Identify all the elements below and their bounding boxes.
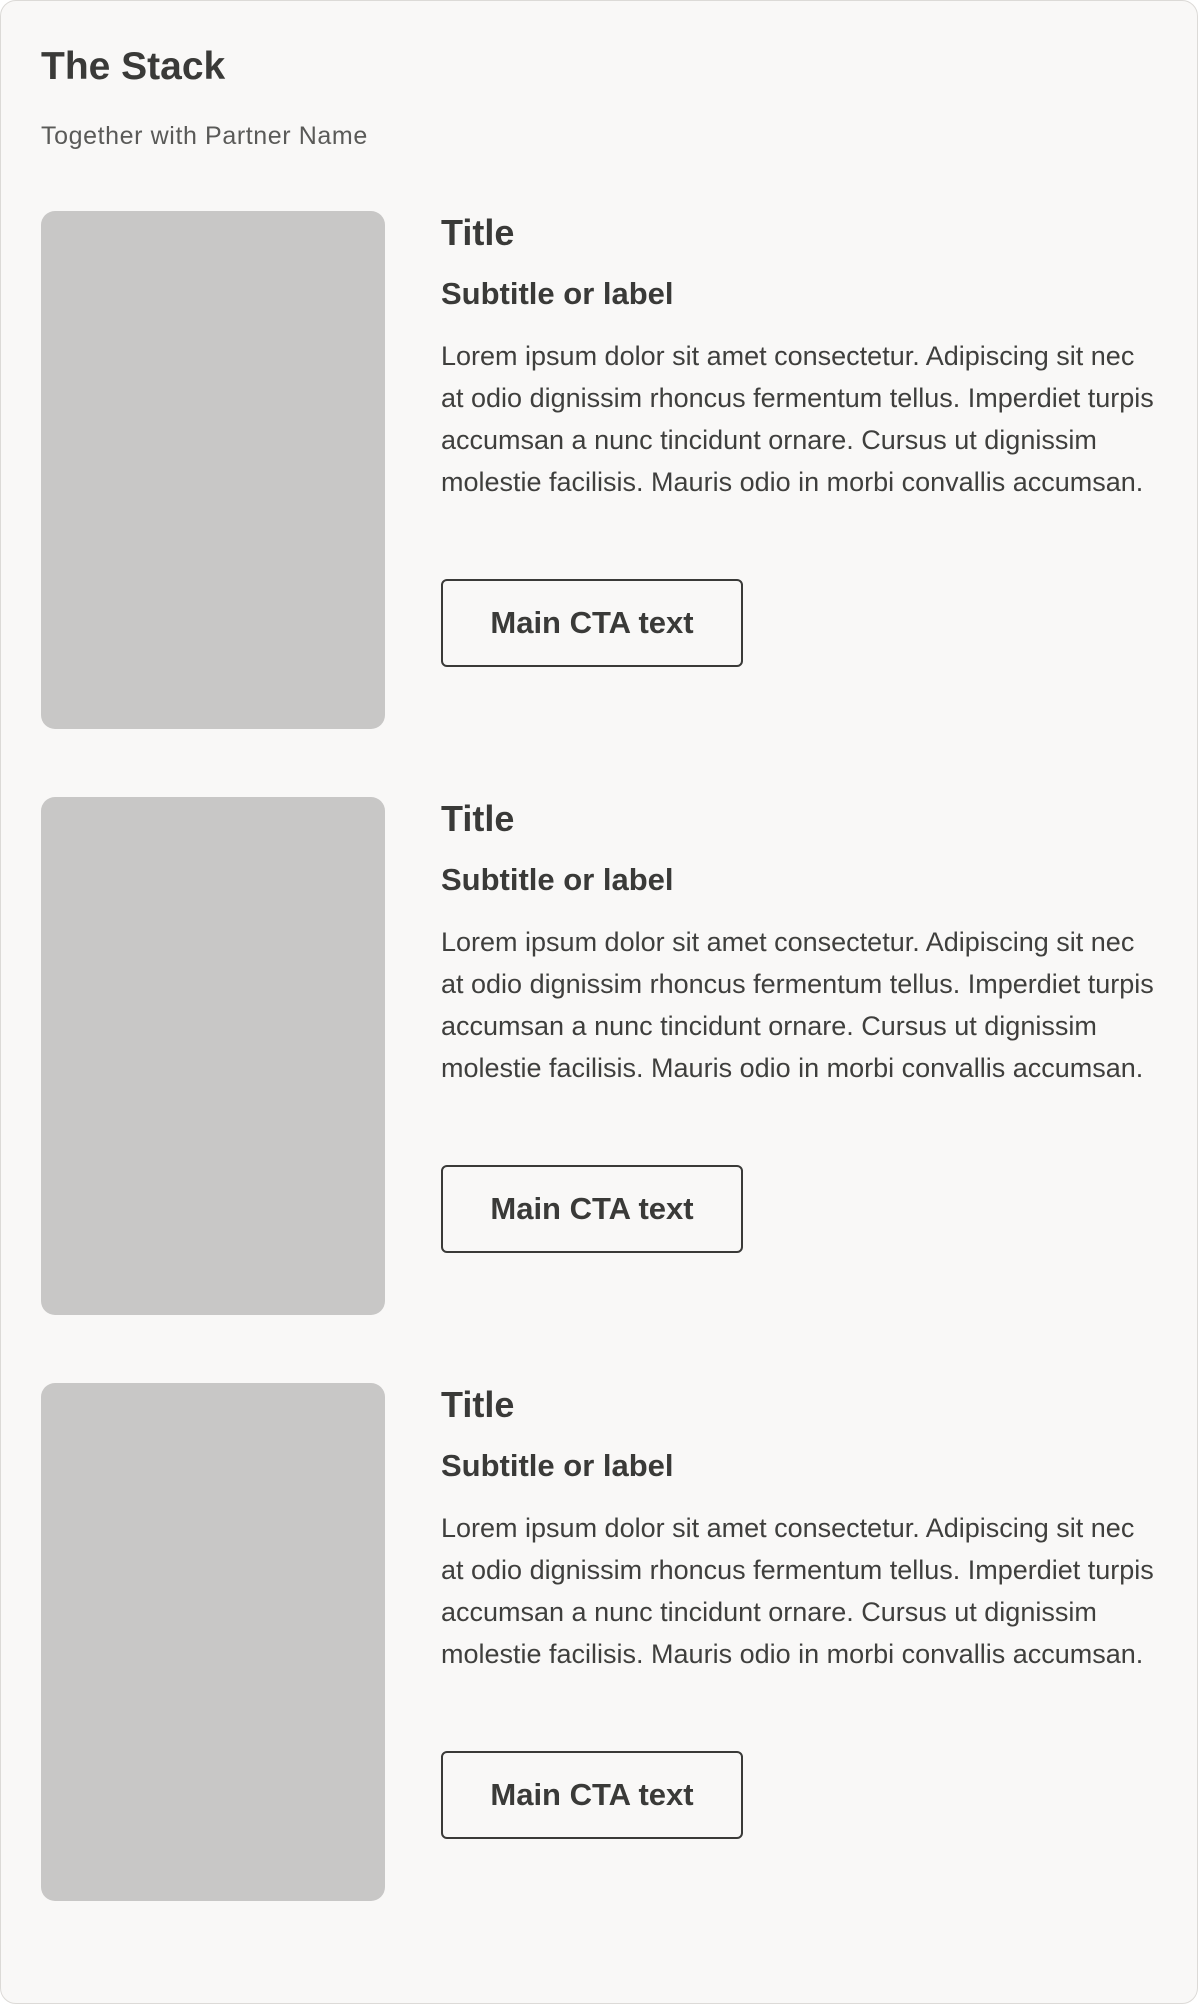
item-description: Lorem ipsum dolor sit amet consectetur. Adipiscing sit nec at odio dignissim rhoncus fermentum tellus. Imperdiet turpis accumsan a nunc tincidunt ornare. Cursus ut dignissim molestie facilisis. Mauris odio in morbi convallis accumsan. (441, 341, 1154, 497)
item-title: Title (441, 1384, 515, 1425)
item-subtitle: Subtitle or label (441, 276, 674, 311)
stack-item (41, 211, 1161, 729)
stack-item (41, 1383, 1161, 1901)
item-subtitle: Subtitle or label (441, 1448, 674, 1483)
item-description: Lorem ipsum dolor sit amet consectetur. Adipiscing sit nec at odio dignissim rhoncus fermentum tellus. Imperdiet turpis accumsan a nunc tincidunt ornare. Cursus ut dignissim molestie facilisis. Mauris odio in morbi convallis accumsan. (441, 1513, 1154, 1669)
stack-item (41, 797, 1161, 1315)
item-title: Title (441, 798, 515, 839)
main-cta-button[interactable]: Main CTA text (441, 1751, 743, 1839)
item-title: Title (441, 212, 515, 253)
main-cta-button[interactable]: Main CTA text (441, 1165, 743, 1253)
main-cta-button[interactable]: Main CTA text (441, 579, 743, 667)
item-subtitle: Subtitle or label (441, 862, 674, 897)
image-placeholder (41, 797, 385, 1315)
partner-subtitle: Together with Partner Name (41, 122, 368, 150)
page-title: The Stack (41, 45, 226, 88)
image-placeholder (41, 211, 385, 729)
image-placeholder (41, 1383, 385, 1901)
item-description: Lorem ipsum dolor sit amet consectetur. Adipiscing sit nec at odio dignissim rhoncus fermentum tellus. Imperdiet turpis accumsan a nunc tincidunt ornare. Cursus ut dignissim molestie facilisis. Mauris odio in morbi convallis accumsan. (441, 927, 1154, 1083)
